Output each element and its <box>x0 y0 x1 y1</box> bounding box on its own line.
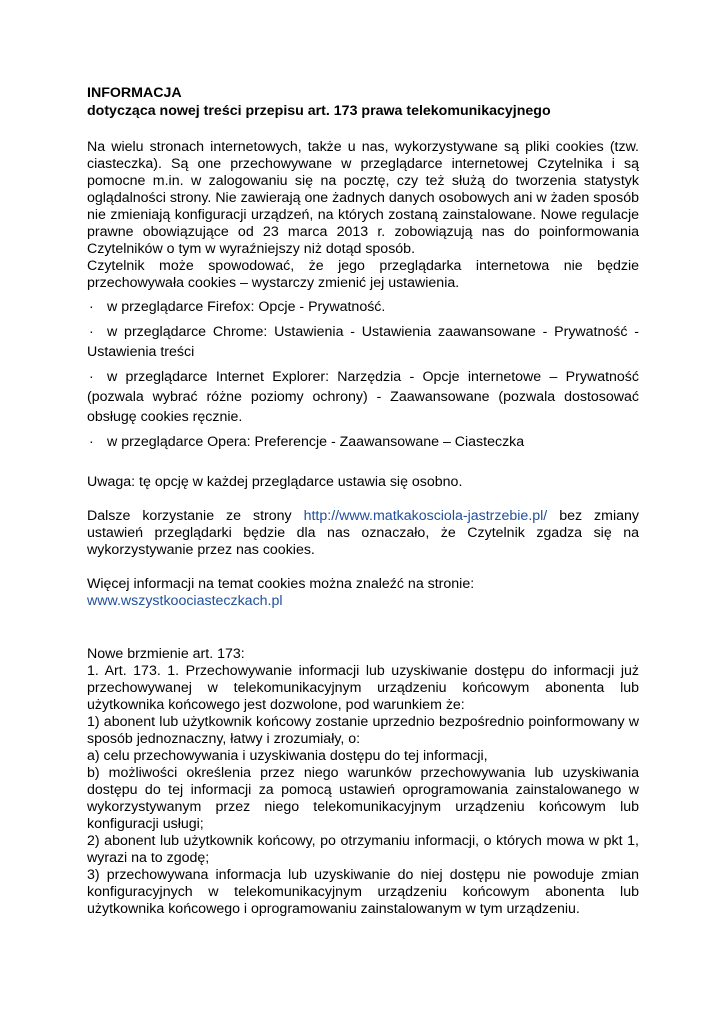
list-item <box>87 432 639 452</box>
article-heading: Nowe brzmienie art. 173: <box>87 646 245 662</box>
article-line: 1. Art. 173. 1. Przechowywanie informacji lub uzyskiwanie dostępu do informacji już przechowywanej w telekomunikacyjnym urządzeniu końcowym abonenta lub użytkownika końcowego jest dozwolone, pod warunkiem że: <box>87 663 639 713</box>
consent-paragraph <box>87 508 639 559</box>
intro-settings-paragraph: Czytelnik może spowodować, że jego przeglądarka internetowa nie będzie przechowywała cookies – wystarczy zmienić jej ustawienia. <box>87 258 639 291</box>
document-subtitle: dotycząca nowej treści przepisu art. 173 prawa telekomunikacyjnego <box>87 103 551 119</box>
article-line: 2) abonent lub użytkownik końcowy, po otrzymaniu informacji, o których mowa w pkt 1, wyrazi na to zgodę; <box>87 833 639 866</box>
browser-opera-text: w przeglądarce Opera: Preferencje - Zaawansowane – Ciasteczka <box>107 434 525 450</box>
article-line: 3) przechowywana informacja lub uzyskiwanie do niej dostępu nie powoduje zmian konfiguracyjnych w telekomunikacyjnym urządzeniu końcowym abonenta lub użytkownika końcowego i oprogramowaniu zainstalowanym w tym urządzeniu. <box>87 867 639 917</box>
document-title: INFORMACJA <box>87 85 182 101</box>
document-page <box>87 84 639 918</box>
article-line: a) celu przechowywania i uzyskiwania dostępu do tej informacji, <box>87 748 488 764</box>
list-item <box>87 297 639 317</box>
browser-chrome-text: w przeglądarce Chrome: Ustawienia - Ustawienia zaawansowane - Prywatność - Ustawienia treści <box>87 324 639 360</box>
bullet-icon: · <box>89 324 94 340</box>
consent-text-after: bez zmiany ustawień przeglądarki będzie dla nas oznaczało, że Czytelnik zgadza się na wykorzystywanie przez nas cookies. <box>87 508 639 558</box>
bullet-icon: · <box>89 434 94 450</box>
article-line: b) możliwości określenia przez niego warunków przechowywania lub uzyskiwania dostępu do tej informacji za pomocą ustawień oprogramowania zainstalowanego w wykorzystywanym przez niego telekomunikacyjnym urządzeniu końcowym lub konfiguracji usługi; <box>87 765 639 832</box>
list-item <box>87 367 639 427</box>
site-link[interactable]: http://www.matkakosciola-jastrzebie.pl/ <box>303 508 548 524</box>
note-paragraph: Uwaga: tę opcję w każdej przeglądarce ustawia się osobno. <box>87 474 463 490</box>
browser-firefox-text: w przeglądarce Firefox: Opcje - Prywatność. <box>107 299 386 315</box>
article-line: 1) abonent lub użytkownik końcowy zostanie uprzednio bezpośrednio poinformowany w sposób jednoznaczny, łatwy i zrozumiały, o: <box>87 714 639 747</box>
browser-ie-text: w przeglądarce Internet Explorer: Narzędzia - Opcje internetowe – Prywatność (pozwala wybrać różne poziomy ochrony) - Zaawansowane (pozwala dostosować obsługę cookies ręcznie. <box>87 369 639 425</box>
bullet-icon: · <box>89 299 94 315</box>
consent-text-before: Dalsze korzystanie ze strony <box>87 508 304 524</box>
list-item <box>87 322 639 362</box>
intro-paragraph: Na wielu stronach internetowych, także u nas, wykorzystywane są pliki cookies (tzw. ciasteczka). Są one przechowywane w przeglądarce internetowej Czytelnika i są pomocne m.in. w zalogowaniu się na pocztę, czy też służą do tworzenia statystyk oglądalności strony. Nie zawierają one żadnych danych osobowych ani w żaden sposób nie zmieniają konfiguracji urządzeń, na których zostaną zainstalowane. Nowe regulacje prawne obowiązujące od 23 marca 2013 r. zobowiązują nas do poinformowania Czytelników o tym w wyraźniejszy niż dotąd sposób. <box>87 139 639 257</box>
bullet-icon: · <box>89 369 94 385</box>
more-info-text: Więcej informacji na temat cookies można znaleźć na stronie: <box>87 576 475 592</box>
cookies-info-link[interactable]: www.wszystkoociasteczkach.pl <box>87 593 283 609</box>
